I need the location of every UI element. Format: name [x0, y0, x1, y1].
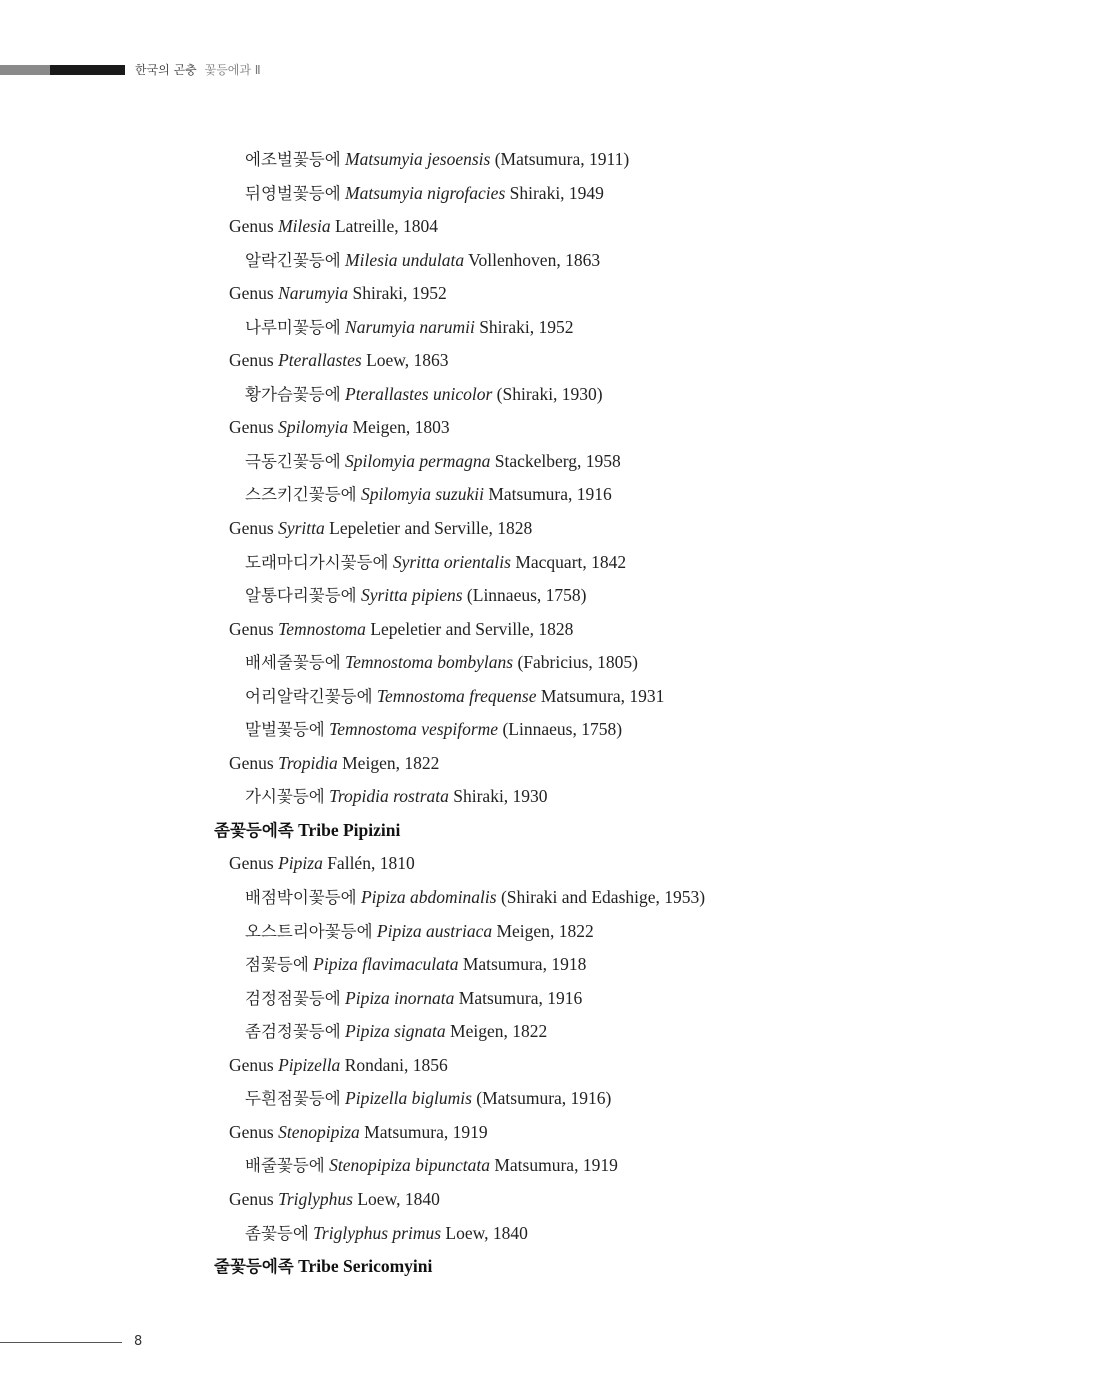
- header-subtitle: 꽃등에과 Ⅱ: [204, 63, 261, 77]
- species-row: [0, 1149, 1100, 1183]
- scientific-name: Triglyphus primus: [313, 1222, 442, 1243]
- authority: (Fabricius, 1805): [517, 652, 638, 673]
- scientific-name: Narumyia narumii: [345, 316, 475, 337]
- genus-row: [0, 512, 1100, 546]
- authority: Macquart, 1842: [515, 551, 627, 572]
- genus-row: [0, 1116, 1100, 1150]
- authority: Meigen, 1822: [342, 752, 440, 773]
- tribe-row: [0, 1250, 1100, 1284]
- taxonomy-list: [0, 143, 1100, 1284]
- species-row: [0, 881, 1100, 915]
- rank-label: Genus: [229, 350, 274, 371]
- header-bar-gray: [0, 65, 50, 75]
- korean-name: 스즈키긴꽃등에: [245, 485, 357, 505]
- authority: Fallén, 1810: [327, 853, 415, 874]
- scientific-name: Tropidia rostrata: [329, 786, 449, 807]
- korean-name: 알통다리꽃등에: [245, 586, 357, 606]
- korean-name: 배점박이꽃등에: [245, 888, 357, 908]
- species-row: [0, 244, 1100, 278]
- authority: (Shiraki, 1930): [496, 383, 603, 404]
- genus-name: Pterallastes: [278, 350, 362, 371]
- genus-name: Pipizella: [278, 1054, 341, 1075]
- scientific-name: Pipiza austriaca: [376, 920, 493, 941]
- korean-name: 가시꽃등에: [245, 787, 325, 807]
- rank-label: Genus: [229, 417, 274, 438]
- rank-label: Genus: [229, 752, 274, 773]
- scientific-name: Spilomyia suzukii: [360, 484, 484, 505]
- species-row: [0, 948, 1100, 982]
- authority: (Linnaeus, 1758): [502, 719, 623, 740]
- species-row: [0, 1015, 1100, 1049]
- genus-name: Syritta: [278, 518, 325, 539]
- authority: Meigen, 1822: [450, 1021, 548, 1042]
- authority: Lepeletier and Serville, 1828: [329, 518, 533, 539]
- scientific-name: Temnostoma frequense: [376, 685, 537, 706]
- authority: Loew, 1840: [357, 1188, 440, 1209]
- scientific-name: Temnostoma bombylans: [345, 652, 514, 673]
- scientific-name: Spilomyia permagna: [345, 450, 491, 471]
- korean-name: 극동긴꽃등에: [245, 451, 341, 471]
- authority: Meigen, 1803: [352, 417, 450, 438]
- rank-label: Genus: [229, 618, 274, 639]
- korean-name: 점꽃등에: [245, 955, 309, 975]
- korean-name: 황가슴꽃등에: [245, 384, 341, 404]
- species-row: [0, 780, 1100, 814]
- species-row: [0, 1082, 1100, 1116]
- korean-name: 배줄꽃등에: [245, 1156, 325, 1176]
- rank-label: Genus: [229, 1121, 274, 1142]
- scientific-name: Syritta orientalis: [392, 551, 511, 572]
- scientific-name: Temnostoma vespiforme: [329, 719, 499, 740]
- authority: Rondani, 1856: [344, 1054, 448, 1075]
- species-row: [0, 445, 1100, 479]
- genus-name: Temnostoma: [278, 618, 366, 639]
- rank-label: Genus: [229, 216, 274, 237]
- genus-name: Milesia: [278, 216, 331, 237]
- tribe-name: Tribe Pipizini: [298, 819, 401, 840]
- genus-row: [0, 1049, 1100, 1083]
- genus-row: [0, 1183, 1100, 1217]
- genus-name: Stenopipiza: [278, 1121, 360, 1142]
- korean-name: 말벌꽃등에: [245, 720, 325, 740]
- authority: Stackelberg, 1958: [494, 450, 621, 471]
- korean-name: 오스트리아꽃등에: [245, 921, 373, 941]
- species-row: [0, 646, 1100, 680]
- authority: Matsumura, 1918: [462, 954, 587, 975]
- scientific-name: Matsumyia jesoensis: [345, 149, 491, 169]
- species-row: [0, 478, 1100, 512]
- authority: Lepeletier and Serville, 1828: [370, 618, 574, 639]
- rank-label: Genus: [229, 283, 274, 304]
- authority: Latreille, 1804: [334, 216, 438, 237]
- scientific-name: Matsumyia nigrofacies: [345, 182, 506, 203]
- authority: Matsumura, 1916: [488, 484, 612, 505]
- species-row: [0, 311, 1100, 345]
- authority: Matsumura, 1931: [540, 685, 665, 706]
- korean-name: 좀꽃등에: [245, 1223, 309, 1243]
- species-row: [0, 1217, 1100, 1251]
- scientific-name: Pipiza abdominalis: [360, 887, 497, 908]
- genus-row: [0, 847, 1100, 881]
- rank-label: Genus: [229, 1188, 274, 1209]
- header-text: [135, 62, 261, 78]
- genus-name: Pipiza: [278, 853, 323, 874]
- korean-name: 배세줄꽃등에: [245, 653, 341, 673]
- korean-name: 두흰점꽃등에: [245, 1089, 341, 1109]
- genus-row: [0, 210, 1100, 244]
- genus-row: [0, 613, 1100, 647]
- rank-label: Genus: [229, 853, 274, 874]
- scientific-name: Pipiza signata: [345, 1021, 446, 1042]
- footer-rule: [0, 1342, 122, 1343]
- scientific-name: Syritta pipiens: [360, 585, 463, 606]
- genus-row: [0, 277, 1100, 311]
- authority: Loew, 1840: [445, 1222, 528, 1243]
- authority: (Matsumura, 1911): [494, 149, 630, 169]
- authority: Shiraki, 1952: [352, 283, 447, 304]
- species-row: [0, 680, 1100, 714]
- korean-name: 좀검정꽃등에: [245, 1022, 341, 1042]
- genus-name: Tropidia: [278, 752, 338, 773]
- korean-name: 알락긴꽃등에: [245, 250, 341, 270]
- genus-name: Spilomyia: [278, 417, 349, 438]
- running-header: [0, 62, 500, 78]
- korean-name: 도래마디가시꽃등에: [245, 552, 389, 572]
- tribe-name: Tribe Sericomyini: [298, 1256, 433, 1277]
- korean-name: 검정점꽃등에: [245, 988, 341, 1008]
- scientific-name: Pipizella biglumis: [345, 1088, 472, 1109]
- species-row: [0, 546, 1100, 580]
- genus-row: [0, 747, 1100, 781]
- authority: (Shiraki and Edashige, 1953): [500, 887, 706, 908]
- authority: Vollenhoven, 1863: [468, 249, 601, 270]
- scientific-name: Pipiza inornata: [345, 987, 455, 1008]
- authority: Shiraki, 1952: [479, 316, 574, 337]
- scientific-name: Milesia undulata: [345, 249, 465, 270]
- header-bar-black: [50, 65, 125, 75]
- species-row: [0, 982, 1100, 1016]
- species-row: [0, 579, 1100, 613]
- korean-tribe-name: 줄꽃등에족: [214, 1257, 294, 1277]
- authority: Shiraki, 1949: [509, 182, 604, 203]
- genus-name: Narumyia: [278, 283, 349, 304]
- rank-label: Genus: [229, 518, 274, 539]
- species-row: [0, 915, 1100, 949]
- authority: Matsumura, 1919: [364, 1121, 488, 1142]
- korean-tribe-name: 좀꽃등에족: [214, 820, 294, 840]
- tribe-row: [0, 814, 1100, 848]
- genus-row: [0, 344, 1100, 378]
- korean-name: 에조벌꽃등에: [245, 150, 341, 169]
- authority: Meigen, 1822: [496, 920, 594, 941]
- genus-name: Triglyphus: [278, 1188, 353, 1209]
- authority: Matsumura, 1919: [494, 1155, 618, 1176]
- scientific-name: Stenopipiza bipunctata: [329, 1155, 490, 1176]
- korean-name: 어리알락긴꽃등에: [245, 686, 373, 706]
- page-footer: [0, 1334, 200, 1350]
- authority: Loew, 1863: [366, 350, 449, 371]
- rank-label: Genus: [229, 1054, 274, 1075]
- species-row: [0, 143, 1100, 177]
- page-number: 8: [134, 1334, 143, 1349]
- authority: Shiraki, 1930: [453, 786, 548, 807]
- scientific-name: Pipiza flavimaculata: [313, 954, 459, 975]
- genus-row: [0, 411, 1100, 445]
- korean-name: 나루미꽃등에: [245, 317, 341, 337]
- authority: (Linnaeus, 1758): [466, 585, 587, 606]
- authority: (Matsumura, 1916): [476, 1088, 612, 1109]
- korean-name: 뒤영벌꽃등에: [245, 183, 341, 203]
- species-row: [0, 177, 1100, 211]
- species-row: [0, 713, 1100, 747]
- scientific-name: Pterallastes unicolor: [345, 383, 493, 404]
- species-row: [0, 378, 1100, 412]
- header-title: 한국의 곤충: [135, 63, 197, 77]
- authority: Matsumura, 1916: [458, 987, 583, 1008]
